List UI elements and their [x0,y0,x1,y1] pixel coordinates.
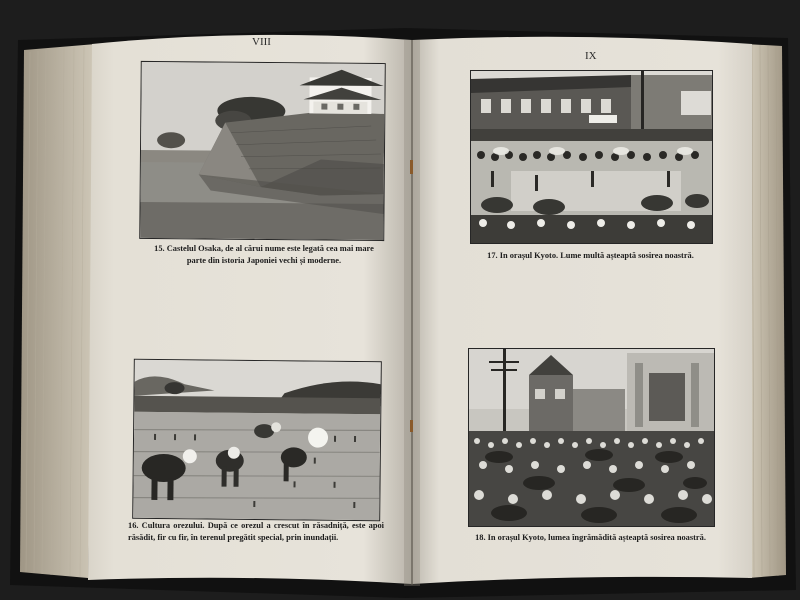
caption-15: 15. Castelul Osaka, de al cărui nume este legată cea mai mare parte din istoria Japoniei vechi și moderne. [154,244,374,265]
photo-kyoto-crowd [468,348,715,527]
caption-16: 16. Cultura orezului. După ce orezul a crescut în răsadniță, este apoi răsădit, fir cu fir, în terenul pregătit special, prin inundații. [128,521,384,542]
photo-rice-culture [132,359,382,522]
left-page-edges [20,44,96,578]
caption-18: 18. In orașul Kyoto, lumea îngrămădită așteaptă sosirea noastră. [475,533,706,542]
photo-osaka-castle [139,61,386,241]
right-page-number: IX [585,50,597,62]
left-page-number: VIII [252,36,271,48]
binding-thread [410,160,413,174]
caption-17: 17. In orașul Kyoto. Lume multă așteaptă sosirea noastră. [487,251,694,260]
binding-thread [410,420,413,432]
photo-kyoto-street [470,70,713,244]
